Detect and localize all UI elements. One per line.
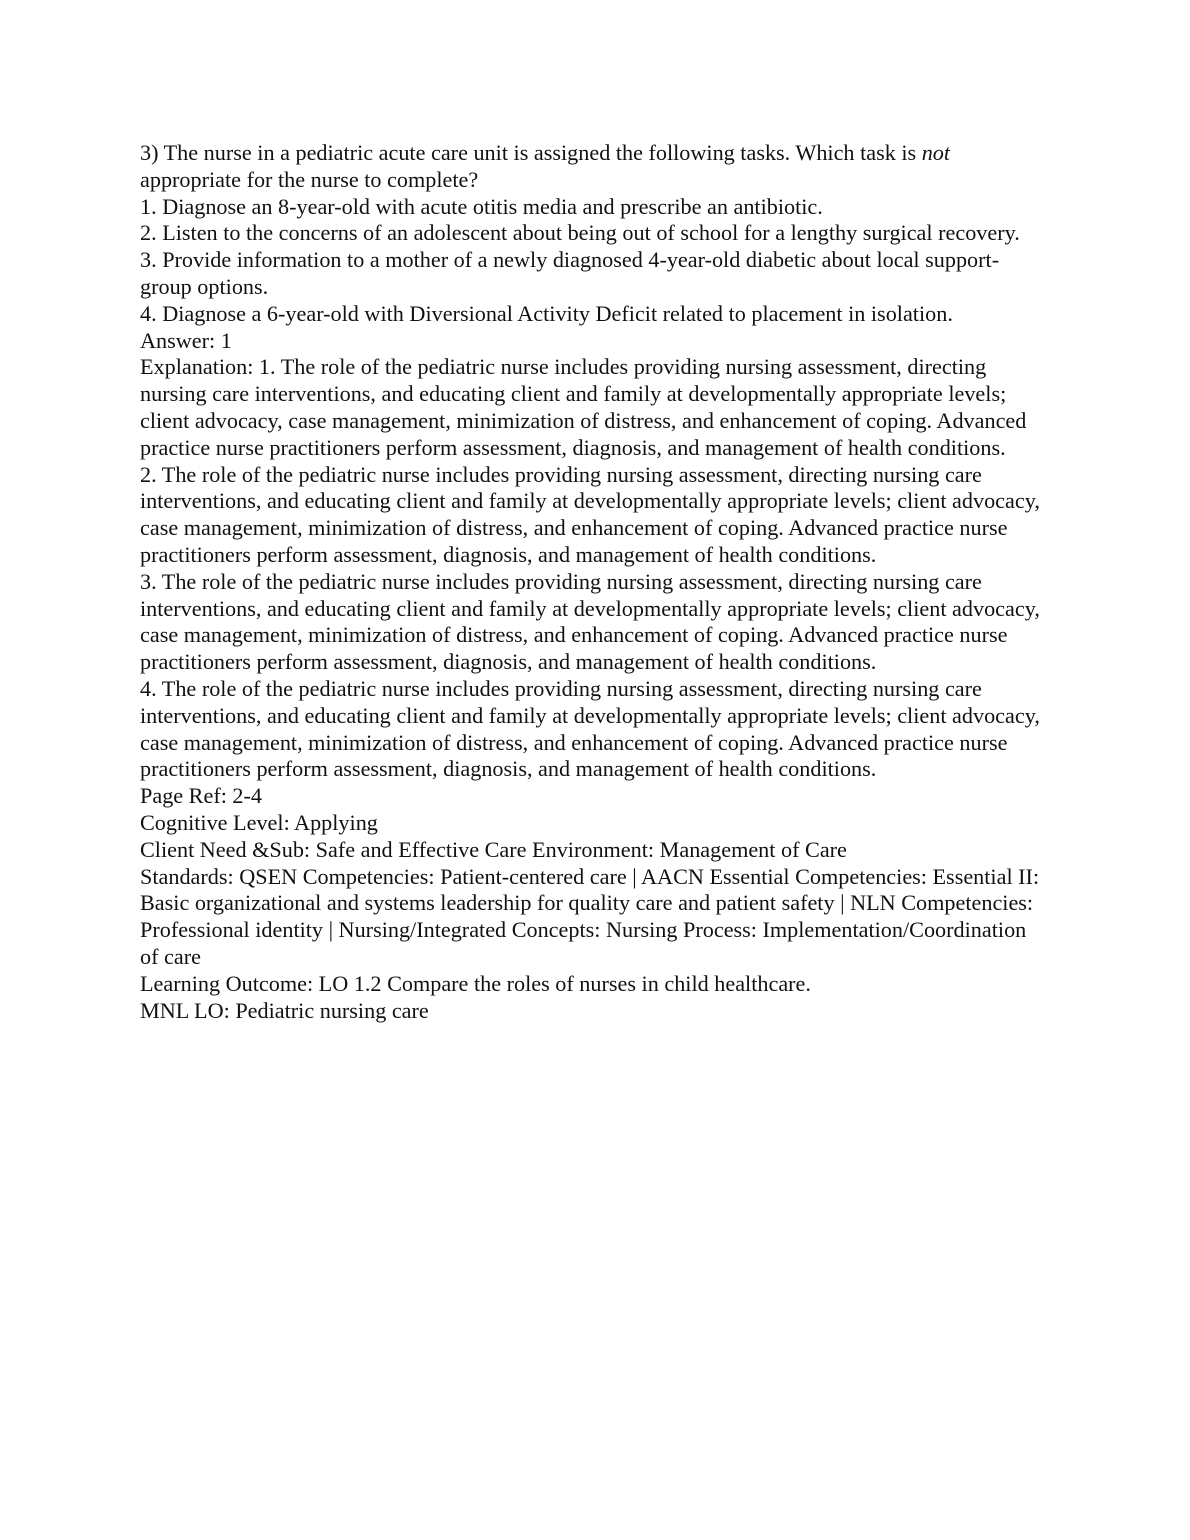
option-4: 4. Diagnose a 6-year-old with Diversional Activity Deficit related to placement in isolation.: [140, 300, 953, 326]
explanation-4: 4. The role of the pediatric nurse includes providing nursing assessment, directing nursing care interventions, and educating client and family at developmentally appropriate levels; client advocacy, case management, minimization of distress, and enhancement of coping. Advanced practice nurse practitioners perform assessment, diagnosis, and management of health conditions.: [140, 675, 1040, 782]
learning-outcome: Learning Outcome: LO 1.2 Compare the roles of nurses in child healthcare.: [140, 970, 811, 996]
question-stem: [140, 140, 1050, 194]
option-3: 3. Provide information to a mother of a newly diagnosed 4-year-old diabetic about local support-group options.: [140, 247, 1000, 299]
question-stem-end: appropriate for the nurse to complete?: [140, 166, 479, 192]
question-stem-emphasis: not: [921, 140, 951, 165]
explanation-1: Explanation: 1. The role of the pediatric nurse includes providing nursing assessment, directing nursing care interventions, and educating client and family at developmentally appropriate levels; client advocacy, case management, minimization of distress, and enhancement of coping. Advanced practice nurse practitioners perform assessment, diagnosis, and management of health conditions.: [140, 354, 1027, 460]
explanation-2: 2. The role of the pediatric nurse includes providing nursing assessment, directing nursing care interventions, and educating client and family at developmentally appropriate levels; client advocacy, case management, minimization of distress, and enhancement of coping. Advanced practice nurse practitioners perform assessment, diagnosis, and management of health conditions.: [140, 461, 1040, 567]
option-1: 1. Diagnose an 8-year-old with acute otitis media and prescribe an antibiotic.: [140, 193, 823, 219]
document-page: [140, 140, 1050, 1024]
explanation-3: 3. The role of the pediatric nurse includes providing nursing assessment, directing nursing care interventions, and educating client and family at developmentally appropriate levels; client advocacy, case management, minimization of distress, and enhancement of coping. Advanced practice nurse practitioners perform assessment, diagnosis, and management of health conditions.: [140, 568, 1040, 675]
page-ref: Page Ref: 2-4: [140, 783, 262, 809]
cognitive-level: Cognitive Level: Applying: [140, 809, 378, 835]
answer: Answer: 1: [140, 327, 232, 353]
question-stem-start: 3) The nurse in a pediatric acute care unit is assigned the following tasks. Which task is: [140, 140, 922, 165]
standards: Standards: QSEN Competencies: Patient-centered care | AACN Essential Competencies: Essential II: Basic organizational and systems leadership for quality care and patient safety | NLN Competencies: Professional identity | Nursing/Integrated Concepts: Nursing Process: Implementation/Coordination of care: [140, 863, 1040, 969]
option-2: 2. Listen to the concerns of an adolescent about being out of school for a lengthy surgical recovery.: [140, 220, 1020, 246]
client-need: Client Need &Sub: Safe and Effective Care Environment: Management of Care: [140, 836, 847, 862]
mnl-lo: MNL LO: Pediatric nursing care: [140, 997, 429, 1023]
